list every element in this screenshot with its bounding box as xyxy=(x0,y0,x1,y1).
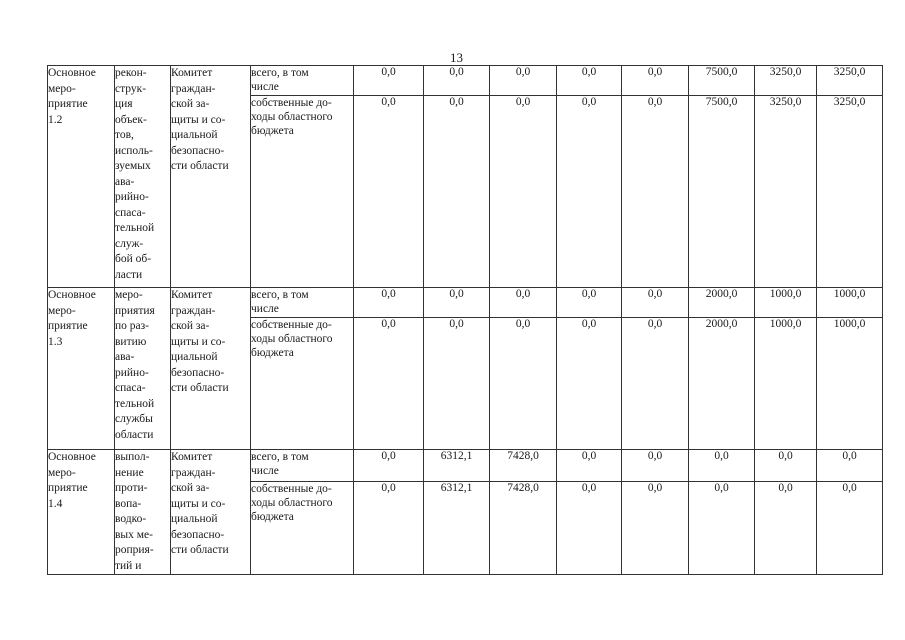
value-cell: 0,0 xyxy=(622,96,689,288)
measure-description: выпол- нение проти- вопа- водко- вых ме- роприя- тий и xyxy=(115,450,171,575)
value-cell: 1000,0 xyxy=(755,288,817,318)
value-cell: 0,0 xyxy=(490,288,557,318)
source-regional-label: собственные до- ходы областного бюджета xyxy=(251,318,354,450)
value-cell: 0,0 xyxy=(622,66,689,96)
value-cell: 0,0 xyxy=(622,481,689,574)
value-cell: 0,0 xyxy=(557,481,622,574)
value-cell: 1000,0 xyxy=(817,288,883,318)
value-cell: 0,0 xyxy=(354,96,424,288)
value-cell: 3250,0 xyxy=(817,66,883,96)
measure-executor: Комитет граждан- ской за- щиты и со- циальной безопасно- сти области xyxy=(171,66,251,288)
value-cell: 2000,0 xyxy=(689,318,755,450)
value-cell: 0,0 xyxy=(354,288,424,318)
value-cell: 1000,0 xyxy=(755,318,817,450)
value-cell: 2000,0 xyxy=(689,288,755,318)
value-cell: 0,0 xyxy=(689,450,755,482)
value-cell: 0,0 xyxy=(424,66,490,96)
source-regional-label: собственные до- ходы областного бюджета xyxy=(251,96,354,288)
measure-name: Основное меро- приятие 1.2 xyxy=(48,66,115,288)
value-cell: 0,0 xyxy=(557,450,622,482)
value-cell: 0,0 xyxy=(354,318,424,450)
value-cell: 0,0 xyxy=(557,96,622,288)
value-cell: 0,0 xyxy=(817,481,883,574)
value-cell: 7500,0 xyxy=(689,96,755,288)
value-cell: 0,0 xyxy=(424,318,490,450)
value-cell: 0,0 xyxy=(622,450,689,482)
value-cell: 7428,0 xyxy=(490,481,557,574)
value-cell: 7428,0 xyxy=(490,450,557,482)
value-cell: 0,0 xyxy=(622,318,689,450)
measure-executor: Комитет граждан- ской за- щиты и со- циальной безопасно- сти области xyxy=(171,288,251,450)
source-total-label: всего, в том числе xyxy=(251,288,354,318)
value-cell: 0,0 xyxy=(755,481,817,574)
value-cell: 0,0 xyxy=(755,450,817,482)
value-cell: 3250,0 xyxy=(817,96,883,288)
value-cell: 3250,0 xyxy=(755,66,817,96)
source-regional-label: собственные до- ходы областного бюджета xyxy=(251,481,354,574)
table-row xyxy=(48,450,883,482)
measure-executor: Комитет граждан- ской за- щиты и со- циальной безопасно- сти области xyxy=(171,450,251,575)
measure-name: Основное меро- приятие 1.3 xyxy=(48,288,115,450)
value-cell: 1000,0 xyxy=(817,318,883,450)
measure-name: Основное меро- приятие 1.4 xyxy=(48,450,115,575)
value-cell: 6312,1 xyxy=(424,450,490,482)
value-cell: 6312,1 xyxy=(424,481,490,574)
measure-description: рекон- струк- ция объек- тов, исполь- зуемых ава- рийно- спаса- тельной служ- бой об- ласти xyxy=(115,66,171,288)
value-cell: 0,0 xyxy=(354,481,424,574)
value-cell: 0,0 xyxy=(490,66,557,96)
budget-table xyxy=(47,65,883,575)
page-number: 13 xyxy=(450,50,463,65)
value-cell: 0,0 xyxy=(490,96,557,288)
source-total-label: всего, в том числе xyxy=(251,66,354,96)
value-cell: 0,0 xyxy=(689,481,755,574)
value-cell: 0,0 xyxy=(424,288,490,318)
value-cell: 0,0 xyxy=(424,96,490,288)
value-cell: 0,0 xyxy=(817,450,883,482)
value-cell: 3250,0 xyxy=(755,96,817,288)
value-cell: 0,0 xyxy=(354,450,424,482)
measure-description: меро- приятия по раз- витию ава- рийно- спаса- тельной службы области xyxy=(115,288,171,450)
value-cell: 0,0 xyxy=(557,288,622,318)
value-cell: 0,0 xyxy=(490,318,557,450)
value-cell: 0,0 xyxy=(557,318,622,450)
table-row xyxy=(48,288,883,318)
value-cell: 0,0 xyxy=(557,66,622,96)
source-total-label: всего, в том числе xyxy=(251,450,354,482)
value-cell: 0,0 xyxy=(354,66,424,96)
value-cell: 0,0 xyxy=(622,288,689,318)
value-cell: 7500,0 xyxy=(689,66,755,96)
table-row xyxy=(48,66,883,96)
